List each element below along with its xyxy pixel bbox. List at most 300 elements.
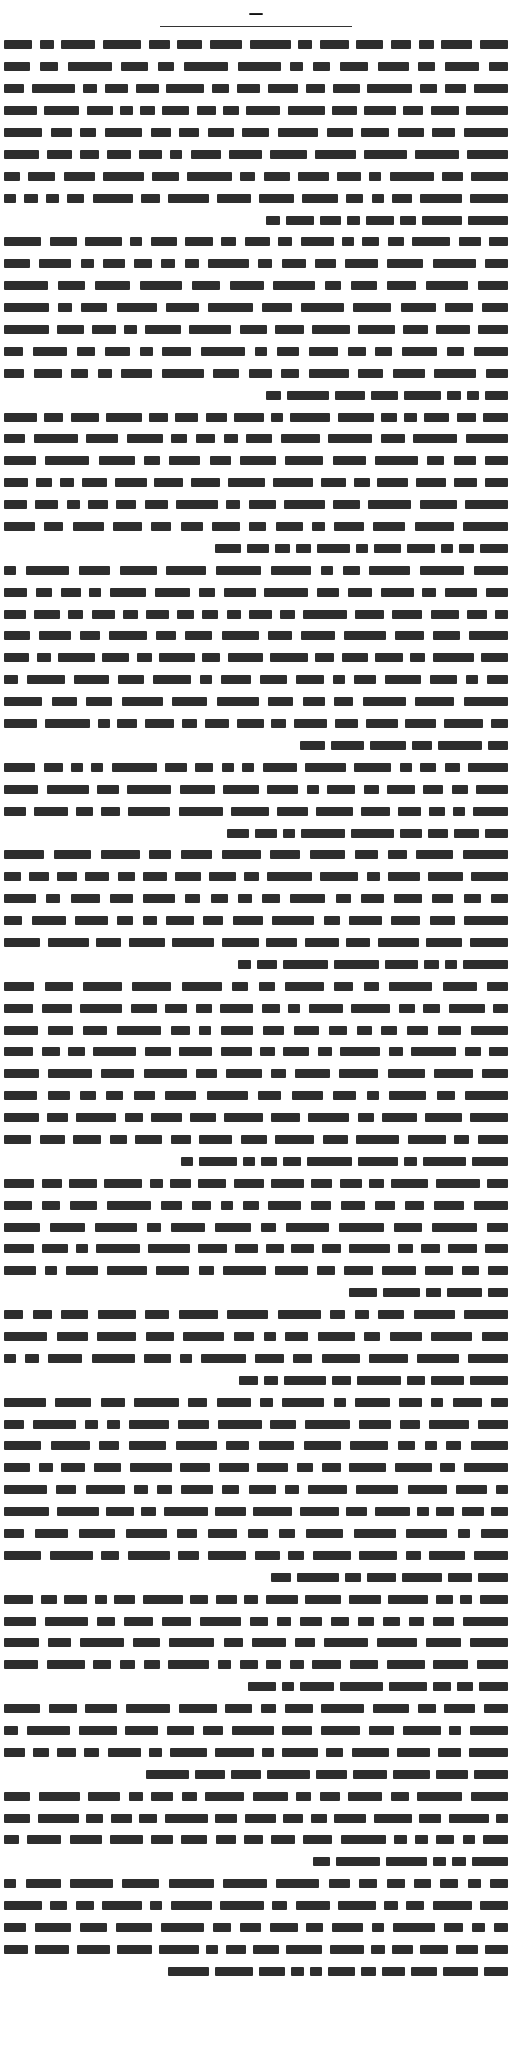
word-placeholder [4,610,26,619]
word-placeholder [4,413,37,422]
word-placeholder [205,719,229,728]
word-placeholder [349,1595,381,1604]
word-placeholder [423,785,443,794]
word-placeholder [271,719,286,728]
word-placeholder [114,1595,135,1604]
word-placeholder [106,1507,134,1516]
word-placeholder [368,500,411,509]
word-placeholder [485,1244,508,1253]
word-placeholder [221,1201,233,1210]
word-placeholder [86,697,112,706]
word-placeholder [271,1573,291,1582]
word-placeholder [394,1835,407,1844]
word-placeholder [491,894,508,903]
word-placeholder [266,1660,281,1669]
word-placeholder [64,172,95,181]
text-line [4,1523,508,1545]
word-placeholder [423,1004,440,1013]
word-placeholder [94,1463,121,1472]
word-placeholder [267,872,312,881]
word-placeholder [335,719,358,728]
word-placeholder [181,522,203,531]
word-placeholder [353,1770,387,1779]
word-placeholder [305,763,346,772]
word-placeholder [215,1507,246,1516]
word-placeholder [445,62,479,71]
word-placeholder [107,1201,151,1210]
word-placeholder [44,413,63,422]
word-placeholder [241,1135,267,1144]
word-placeholder [4,850,44,859]
word-placeholder [387,281,416,290]
word-placeholder [88,500,108,509]
word-placeholder [487,675,508,684]
word-placeholder [345,1573,361,1582]
word-placeholder [301,303,344,312]
word-placeholder [218,1660,231,1669]
word-placeholder [71,413,99,422]
paragraph [4,231,508,406]
word-placeholder [340,1179,362,1188]
word-placeholder [367,872,380,881]
word-placeholder [151,522,171,531]
word-placeholder [364,982,379,991]
word-placeholder [172,938,214,947]
word-placeholder [4,588,27,597]
text-line [4,1282,508,1304]
word-placeholder [390,172,434,181]
word-placeholder [264,1332,276,1341]
word-placeholder [454,456,476,465]
word-placeholder [223,106,239,115]
word-placeholder [294,1026,319,1035]
word-placeholder [66,1266,98,1275]
word-placeholder [320,1792,340,1801]
word-placeholder [112,763,157,772]
word-placeholder [282,1398,324,1407]
word-placeholder [101,1398,125,1407]
word-placeholder [375,1507,410,1516]
word-placeholder [226,1441,249,1450]
word-placeholder [61,40,95,49]
word-placeholder [34,807,68,816]
word-placeholder [103,172,144,181]
word-placeholder [223,785,259,794]
word-placeholder [355,610,384,619]
word-placeholder [413,434,457,443]
word-placeholder [139,150,162,159]
word-placeholder [217,194,251,203]
word-placeholder [129,1420,169,1429]
word-placeholder [303,697,325,706]
word-placeholder [117,719,137,728]
word-placeholder [268,697,293,706]
text-line [4,1019,508,1041]
word-placeholder [245,1814,276,1823]
word-placeholder [92,610,115,619]
word-placeholder [120,106,133,115]
word-placeholder [291,1967,304,1976]
word-placeholder [272,916,314,925]
word-placeholder [180,785,215,794]
word-placeholder [467,391,479,400]
word-placeholder [443,1967,478,1976]
word-placeholder [261,1704,276,1713]
word-placeholder [491,1398,508,1407]
text-line [4,1172,508,1194]
word-placeholder [457,1682,473,1691]
word-placeholder [245,237,270,246]
word-placeholder [361,128,389,137]
word-placeholder [182,982,222,991]
word-placeholder [132,982,171,991]
word-placeholder [259,1441,294,1450]
word-placeholder [464,894,481,903]
word-placeholder [389,1682,427,1691]
word-placeholder [311,1179,332,1188]
word-placeholder [203,916,223,925]
word-placeholder [316,807,353,816]
word-placeholder [303,610,347,619]
word-placeholder [80,1091,96,1100]
word-placeholder [320,872,358,881]
text-line [4,165,508,187]
text-line [4,450,508,472]
word-placeholder [156,631,176,640]
word-placeholder [85,237,122,246]
word-placeholder [199,588,215,597]
word-placeholder [300,741,325,750]
word-placeholder [311,1814,327,1823]
text-line [4,1807,508,1829]
word-placeholder [166,566,206,575]
word-placeholder [478,1573,508,1582]
word-placeholder [175,872,201,881]
word-placeholder [208,303,253,312]
text-line [4,1720,508,1742]
word-placeholder [447,347,464,356]
word-placeholder [93,1660,111,1669]
word-placeholder [182,719,197,728]
word-placeholder [359,1879,377,1888]
word-placeholder [333,456,366,465]
word-placeholder [468,1354,508,1363]
word-placeholder [222,938,259,947]
text-line [4,209,508,231]
word-placeholder [308,1113,349,1122]
text-line [4,340,508,362]
word-placeholder [454,1135,469,1144]
word-placeholder [240,456,276,465]
word-placeholder [336,1857,380,1866]
word-placeholder [117,303,157,312]
word-placeholder [465,1091,508,1100]
word-placeholder [110,588,146,597]
word-placeholder [340,62,368,71]
word-placeholder [202,610,218,619]
article-title-wrap [0,3,512,22]
word-placeholder [250,1617,268,1626]
word-placeholder [349,1288,377,1297]
word-placeholder [467,150,508,159]
word-placeholder [484,1967,508,1976]
word-placeholder [257,960,277,969]
word-placeholder [411,1967,437,1976]
word-placeholder [159,1945,199,1954]
word-placeholder [431,1376,464,1385]
text-line [4,1479,508,1501]
title-underline [160,26,352,27]
word-placeholder [270,1420,296,1429]
word-placeholder [448,1244,477,1253]
word-placeholder [438,1748,461,1757]
text-line [4,1785,508,1807]
word-placeholder [250,40,291,49]
word-placeholder [106,413,142,422]
word-placeholder [196,1004,212,1013]
word-placeholder [448,1573,472,1582]
word-placeholder [453,1398,482,1407]
text-line [4,275,508,297]
word-placeholder [125,1726,158,1735]
word-placeholder [192,1201,211,1210]
word-placeholder [4,1398,46,1407]
word-placeholder [397,1748,430,1757]
word-placeholder [478,281,508,290]
word-placeholder [75,916,108,925]
word-placeholder [444,719,483,728]
word-placeholder [459,237,481,246]
word-placeholder [35,1529,68,1538]
word-placeholder [406,1529,447,1538]
word-placeholder [179,128,199,137]
word-placeholder [47,1113,68,1122]
word-placeholder [4,697,42,706]
word-placeholder [283,1047,309,1056]
text-line [4,735,508,757]
word-placeholder [134,259,152,268]
word-placeholder [159,653,195,662]
word-placeholder [464,1310,508,1319]
word-placeholder [338,1901,376,1910]
word-placeholder [4,128,42,137]
word-placeholder [470,194,508,203]
word-placeholder [104,1179,142,1188]
word-placeholder [4,916,22,925]
word-placeholder [166,84,204,93]
word-placeholder [468,763,508,772]
word-placeholder [151,237,177,246]
word-placeholder [322,1354,360,1363]
word-placeholder [42,1047,60,1056]
word-placeholder [456,1485,487,1494]
word-placeholder [177,1529,197,1538]
word-placeholder [44,106,79,115]
word-placeholder [102,653,129,662]
word-placeholder [215,1223,251,1232]
word-placeholder [263,763,297,772]
word-placeholder [210,40,242,49]
word-placeholder [169,1638,214,1647]
word-placeholder [388,1595,428,1604]
word-placeholder [239,1376,258,1385]
word-placeholder [316,1770,347,1779]
word-placeholder [385,960,418,969]
word-placeholder [248,1529,268,1538]
word-placeholder [449,1814,489,1823]
word-placeholder [263,1026,284,1035]
word-placeholder [180,1463,210,1472]
text-line [4,516,508,538]
word-placeholder [120,566,157,575]
word-placeholder [485,829,508,838]
word-placeholder [286,216,314,225]
word-placeholder [367,1091,379,1100]
word-placeholder [95,1595,107,1604]
word-placeholder [284,1376,326,1385]
word-placeholder [392,1945,413,1954]
word-placeholder [47,1660,85,1669]
word-placeholder [48,1026,73,1035]
word-placeholder [51,1441,90,1450]
word-placeholder [474,1551,508,1560]
word-placeholder [350,1441,388,1450]
word-placeholder [266,1595,298,1604]
word-placeholder [313,1857,330,1866]
word-placeholder [361,1967,376,1976]
word-placeholder [127,434,163,443]
word-placeholder [262,1748,274,1757]
word-placeholder [357,1026,372,1035]
text-line [4,143,508,165]
word-placeholder [434,1201,464,1210]
word-placeholder [149,1748,162,1757]
text-line [4,406,508,428]
word-placeholder [144,1354,171,1363]
word-placeholder [474,347,508,356]
word-placeholder [165,1091,196,1100]
word-placeholder [415,697,454,706]
word-placeholder [459,544,474,553]
word-placeholder [341,1835,386,1844]
word-placeholder [278,128,318,137]
word-placeholder [107,1420,120,1429]
word-placeholder [215,1748,254,1757]
word-placeholder [179,807,223,816]
word-placeholder [275,1266,308,1275]
text-line [4,1501,508,1523]
word-placeholder [232,982,248,991]
word-placeholder [474,84,508,93]
word-placeholder [300,1682,334,1691]
word-placeholder [369,1726,394,1735]
word-placeholder [330,1310,345,1319]
word-placeholder [367,1573,396,1582]
text-line [4,1654,508,1676]
word-placeholder [432,894,453,903]
word-placeholder [149,40,170,49]
word-placeholder [471,872,508,881]
text-line [4,1566,508,1588]
word-placeholder [4,938,40,947]
word-placeholder [218,1420,262,1429]
word-placeholder [321,1726,360,1735]
word-placeholder [391,40,411,49]
word-placeholder [238,894,252,903]
paragraph [4,1873,508,1982]
word-placeholder [418,1704,436,1713]
word-placeholder [128,1551,170,1560]
word-placeholder [261,1223,276,1232]
word-placeholder [80,631,100,640]
word-placeholder [312,325,350,334]
word-placeholder [272,1901,287,1910]
word-placeholder [325,281,341,290]
word-placeholder [181,1485,213,1494]
word-placeholder [83,982,122,991]
word-placeholder [208,259,249,268]
text-line [4,1194,508,1216]
word-placeholder [374,1814,412,1823]
word-placeholder [240,1923,261,1932]
word-placeholder [139,1814,157,1823]
word-placeholder [278,1310,321,1319]
word-placeholder [302,194,338,203]
word-placeholder [4,281,48,290]
word-placeholder [369,172,381,181]
word-placeholder [74,675,109,684]
word-placeholder [49,1704,77,1713]
word-placeholder [471,172,508,181]
word-placeholder [115,478,147,487]
word-placeholder [388,872,420,881]
word-placeholder [246,434,272,443]
word-placeholder [179,1704,217,1713]
word-placeholder [99,1441,119,1450]
word-placeholder [196,434,215,443]
text-line [4,187,508,209]
word-placeholder [82,478,107,487]
word-placeholder [471,1792,508,1801]
word-placeholder [181,1835,207,1844]
word-placeholder [282,1748,318,1757]
word-placeholder [405,719,436,728]
word-placeholder [107,150,131,159]
word-placeholder [423,1157,466,1166]
word-placeholder [110,1835,143,1844]
text-line [4,953,508,975]
word-placeholder [73,522,104,531]
word-placeholder [375,653,403,662]
paragraph [4,559,508,756]
word-placeholder [232,1726,274,1735]
word-placeholder [382,1266,416,1275]
word-placeholder [185,631,212,640]
word-placeholder [403,1726,441,1735]
word-placeholder [474,566,508,575]
word-placeholder [185,259,199,268]
word-placeholder [478,1135,508,1144]
word-placeholder [58,653,95,662]
word-placeholder [4,894,36,903]
word-placeholder [271,413,283,422]
word-placeholder [425,1441,437,1450]
word-placeholder [253,1507,292,1516]
text-line [4,603,508,625]
word-placeholder [400,1420,420,1429]
text-line [4,1763,508,1785]
word-placeholder [39,1792,80,1801]
